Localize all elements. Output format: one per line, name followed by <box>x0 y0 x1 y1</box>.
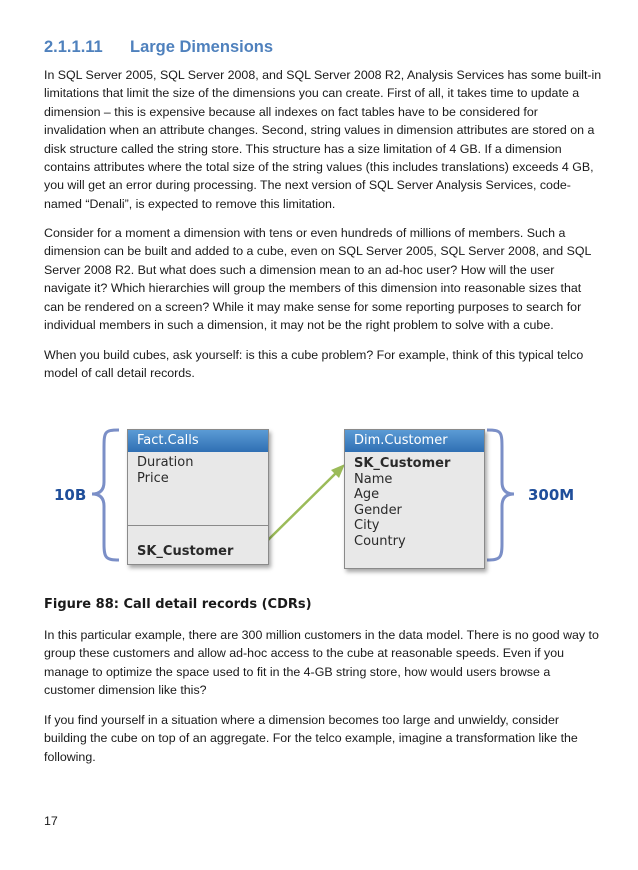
paragraph-1: In SQL Server 2005, SQL Server 2008, and SQL Server 2008 R2, Analysis Services has some built-in limitations that limit the size of the dimensions you can create. First of all, it takes time to update a dimension – this is expensive because all indexes on fact tables have to be considered for invalidation when an attribute changes. Second, string values in dimension attributes are stored on a disk structure called the string store. This structure has a size limitation of 4 GB. If a dimension contains attributes where the total size of the string values (this includes translations) exceeds 4 GB, you will get an error during processing. The next version of SQL Server Analysis Services, code-named “Denali”, is expected to remove this limitation. <box>44 68 602 211</box>
page-number: 17 <box>44 814 58 828</box>
dim-customer-table <box>344 429 485 569</box>
right-bracket <box>487 430 514 560</box>
fact-calls-header: Fact.Calls <box>128 430 268 452</box>
left-bracket <box>92 430 119 560</box>
dim-key-sk-customer: SK_Customer <box>354 456 451 471</box>
dim-attr-country: Country <box>354 533 406 549</box>
dim-attr-name: Name <box>354 471 393 487</box>
paragraph-2: Consider for a moment a dimension with tens or even hundreds of millions of members. Such a dimension can be built and added to a cube, even on SQL Server 2005, SQL Server 2008, and SQL Server 2008 R2. But what does such a dimension mean to an ad-hoc user? How will the user navigate it? Which hierarchies will group the members of this dimension into reasonable sizes that can be rendered on a screen? While it may make sense for some reporting purposes to search for individual members in such a dimension, it may not be the right problem to solve with a cube. <box>44 226 591 333</box>
paragraph-3: When you build cubes, ask yourself: is this a cube problem? For example, think of this typical telco model of call detail records. <box>44 348 584 381</box>
dim-attr-city: City <box>354 518 380 534</box>
fact-calls-table <box>127 429 269 565</box>
fact-key-sk-customer: SK_Customer <box>137 544 234 560</box>
cdr-diagram <box>0 420 638 580</box>
dim-customer-header: Dim.Customer <box>345 430 484 452</box>
section-number: 2.1.1.11 <box>44 38 103 56</box>
section-title: Large Dimensions <box>130 38 274 56</box>
paragraph-4: In this particular example, there are 300 million customers in the data model. There is no good way to group these customers and allow ad-hoc access to the cube at reasonable speeds. Even if you manage to optimize the space used to fit in the 4-GB string store, how would users browse a customer dimension like this? <box>44 628 599 698</box>
figure-caption: Figure 88: Call detail records (CDRs) <box>44 597 312 612</box>
fact-row-count: 10B <box>54 486 87 504</box>
dim-row-count: 300M <box>528 486 575 504</box>
dim-attr-age: Age <box>354 487 380 503</box>
paragraph-5: If you find yourself in a situation where a dimension becomes too large and unwieldy, consider building the cube on top of an aggregate. For the telco example, imagine a transformation like the following. <box>44 713 578 764</box>
fact-measure-price: Price <box>137 470 169 486</box>
dim-attr-gender: Gender <box>354 502 402 518</box>
fact-measure-duration: Duration <box>137 455 194 470</box>
section-heading <box>44 38 273 57</box>
relationship-arrow-line <box>268 472 337 540</box>
